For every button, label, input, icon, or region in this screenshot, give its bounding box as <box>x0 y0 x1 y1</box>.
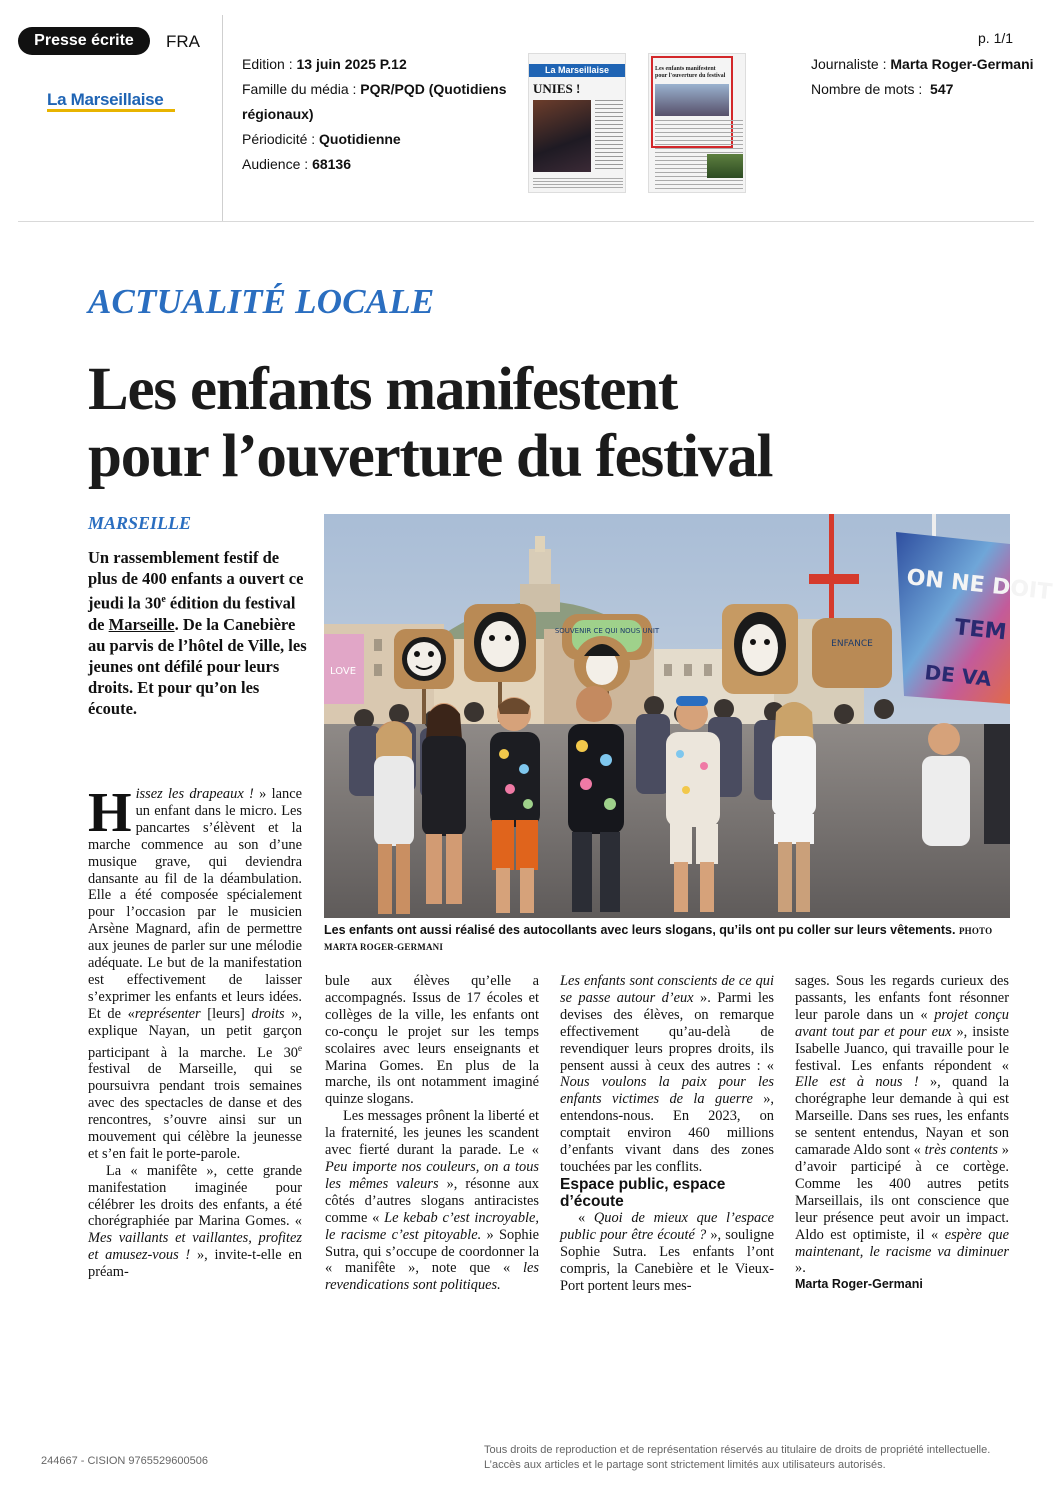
headline-line-2: pour l’ouverture du festival <box>88 423 773 490</box>
marseille-link[interactable]: Marseille <box>108 614 175 634</box>
article-column-3 <box>560 973 774 1294</box>
thumbnail-secondary-photo <box>707 154 743 178</box>
article-column-4 <box>795 973 1009 1291</box>
journalist-row: Journaliste : Marta Roger-Germani <box>811 56 1034 72</box>
thumbnail-footer <box>533 178 623 188</box>
sign-slogan-3: LOVE <box>330 666 357 677</box>
photo-credit: PHOTO MARTA ROGER-GERMANI <box>324 926 993 952</box>
copyright-notice: Tous droits de reproduction et de représentation réservés au titulaire de droits de propriété intellectuelle. L’accès aux articles et le partage sont strictement limités aux utilisateurs autorisés. <box>484 1444 991 1471</box>
paragraph: Les enfants sont conscients de ce qui se passe autour d’eux ». Parmi les devises des élèves, on remarque effectivement qu’au-delà de revendiquer leurs propres droits, ils pensent aussi à ceux des autres : « Nous voulons la paix pour les enfants victimes de la guerre », entendons-nous. En 2023, on comptait environ 460 millions d’enfants vivant dans des zones touchées par les conflits. <box>560 973 775 1175</box>
sign-slogan-1: SOUVENIR CE QUI NOUS UNIT <box>554 627 660 635</box>
author-meta <box>811 52 1034 102</box>
paragraph: bule aux élèves qu’elle a accompagnés. Issus de 17 écoles et collèges de la ville, les enfants ont co-conçu le projet sur les temps scolaires avec leurs enseignants et Marina Gomes. En plus de la marche, ils ont notamment imaginé quinze slogans. <box>325 973 539 1108</box>
paragraph: Hissez les drapeaux ! » lance un enfant dans le micro. Les pancartes s’élèvent et la marche commence au son d’une musique grave, qui deviendra dansante au fil de la déambulation. Elle a été composée spécialement pour l’occasion par le musicien Arsène Magnard, afin de permettre aux jeunes de parler sur une mélodie adéquate. Le but de la manifestation est effectivement de laisser s’exprimer les enfants et leurs idées. Et de «représenter [leurs] droits », explique Nayan, un petit garçon participant à la marche. Le 30e festival de Marseille, qui se poursuivra pendant trois semaines avec des spectacles de danse et des rencontres, s’ouvre ainsi sur un mouvement qui célèbre la jeunesse et s’en fait le porte-parole. <box>88 782 302 1162</box>
location-kicker: MARSEILLE <box>88 513 192 533</box>
periodicite-row: Périodicité : Quotidienne <box>242 131 401 147</box>
section-label: ACTUALITÉ LOCALE <box>88 282 435 321</box>
audience-row: Audience : 68136 <box>242 156 351 172</box>
word-count-row: Nombre de mots : 547 <box>811 81 954 97</box>
thumbnail-text-column <box>595 100 623 172</box>
thumbnail-title: UNIES ! <box>533 81 581 96</box>
paragraph: sages. Sous les regards curieux des passants, les enfants font résonner leur parole dans un « projet conçu avant tout par et pour eux », insiste Isabelle Juanco, qui travaille pour le festival. Les enfants répondent « Elle est à nous ! », quand la chorégraphe leur demande à qui est Marseille. Dans ses rues, les enfants se sentent entendus, Nayan et son camarade Aldo sont « très contents » d’avoir participé à ce cortège. Comme les 400 autres petits Marseillais, ils ont conscience que leur présence peut avoir un impact. Aldo est optimiste, il « espère que maintenant, le racisme va diminuer ». <box>795 973 1010 1277</box>
article-lead: Un rassemblement festif de plus de 400 enfants a ouvert ce jeudi la 30e édition du festival de Marseille. De la Canebière au parvis de l’hôtel de Ville, les jeunes ont défilé pour leurs droits. Et pour qu’on les écoute. <box>88 548 307 718</box>
thumbnail-article-headline: Les enfants manifestent pour l'ouverture du festival <box>655 66 726 79</box>
front-page-thumbnail[interactable] <box>528 53 626 193</box>
drop-cap: H <box>88 782 132 844</box>
banner-text-2: TEM <box>953 615 1008 646</box>
language-label: FRA <box>166 32 200 51</box>
article-headline <box>88 356 1038 490</box>
thumbnail-article-photo <box>655 84 729 116</box>
banner-text-1: ON NE DOIT <box>905 565 1054 606</box>
cision-reference: 244667 - CISION 9765529600506 <box>41 1455 208 1467</box>
article-page-thumbnail[interactable] <box>648 53 746 193</box>
headline-line-1: Les enfants manifestent <box>88 356 678 423</box>
thumbnail-masthead: La Marseillaise <box>529 64 625 77</box>
article-column-2 <box>325 973 539 1294</box>
thumbnail-photo <box>533 100 591 172</box>
page-number: p. 1/1 <box>978 30 1014 46</box>
sign-slogan-2: ENFANCE <box>831 639 873 649</box>
banner-text-3: DE VA <box>923 660 993 691</box>
publication-logo: La Marseillaise <box>47 90 164 109</box>
parade-photo-illustration <box>324 514 1054 918</box>
subheading: Espace public, espace d’écoute <box>560 1175 726 1210</box>
edition-row: Edition : 13 juin 2025 P.12 <box>242 56 407 72</box>
paragraph: La « manifête », cette grande manifestation imaginée pour célébrer les droits des enfants, a été chorégraphiée par Marina Gomes. « Mes vaillants et vaillantes, profitez et amusez-vous ! », invite-t-elle en préam- <box>88 1162 302 1281</box>
header-divider-horizontal <box>18 221 1034 222</box>
paragraph: « Quoi de mieux que l’espace public pour être écouté ? », souligne Sophie Sutra. Les enfants l’ont compris, la Canebière et le Vieux-Port portent leurs mes- <box>560 1209 774 1294</box>
article-column-1 <box>88 782 302 1281</box>
logo-underline <box>47 109 175 112</box>
header-divider-vertical <box>222 15 223 222</box>
famille-row: Famille du média : PQR/PQD (Quotidiens régionaux) <box>242 81 507 122</box>
article-photo <box>324 514 1054 918</box>
media-type-badge: Presse écrite <box>18 27 150 55</box>
publication-meta <box>242 52 524 177</box>
paragraph: Les messages prônent la liberté et la fraternité, les jeunes les scandent avec fierté durant la parade. Le « Peu importe nos couleurs, on a tous les mêmes valeurs », résonne aux côtés d’autres slogans antiracistes comme « Le kebab c’est incroyable, le racisme c’est pitoyable. » Sophie Sutra, qui s’occupe de coordonner la « manifête », note que « les revendications sont politiques. <box>325 1108 539 1294</box>
photo-caption: Les enfants ont aussi réalisé des autocollants avec leurs slogans, qu’ils ont pu coller sur leurs vêtements. PHOTO MARTA ROGER-GERMANI <box>324 923 993 952</box>
author-signature: Marta Roger-Germani <box>795 1277 923 1292</box>
